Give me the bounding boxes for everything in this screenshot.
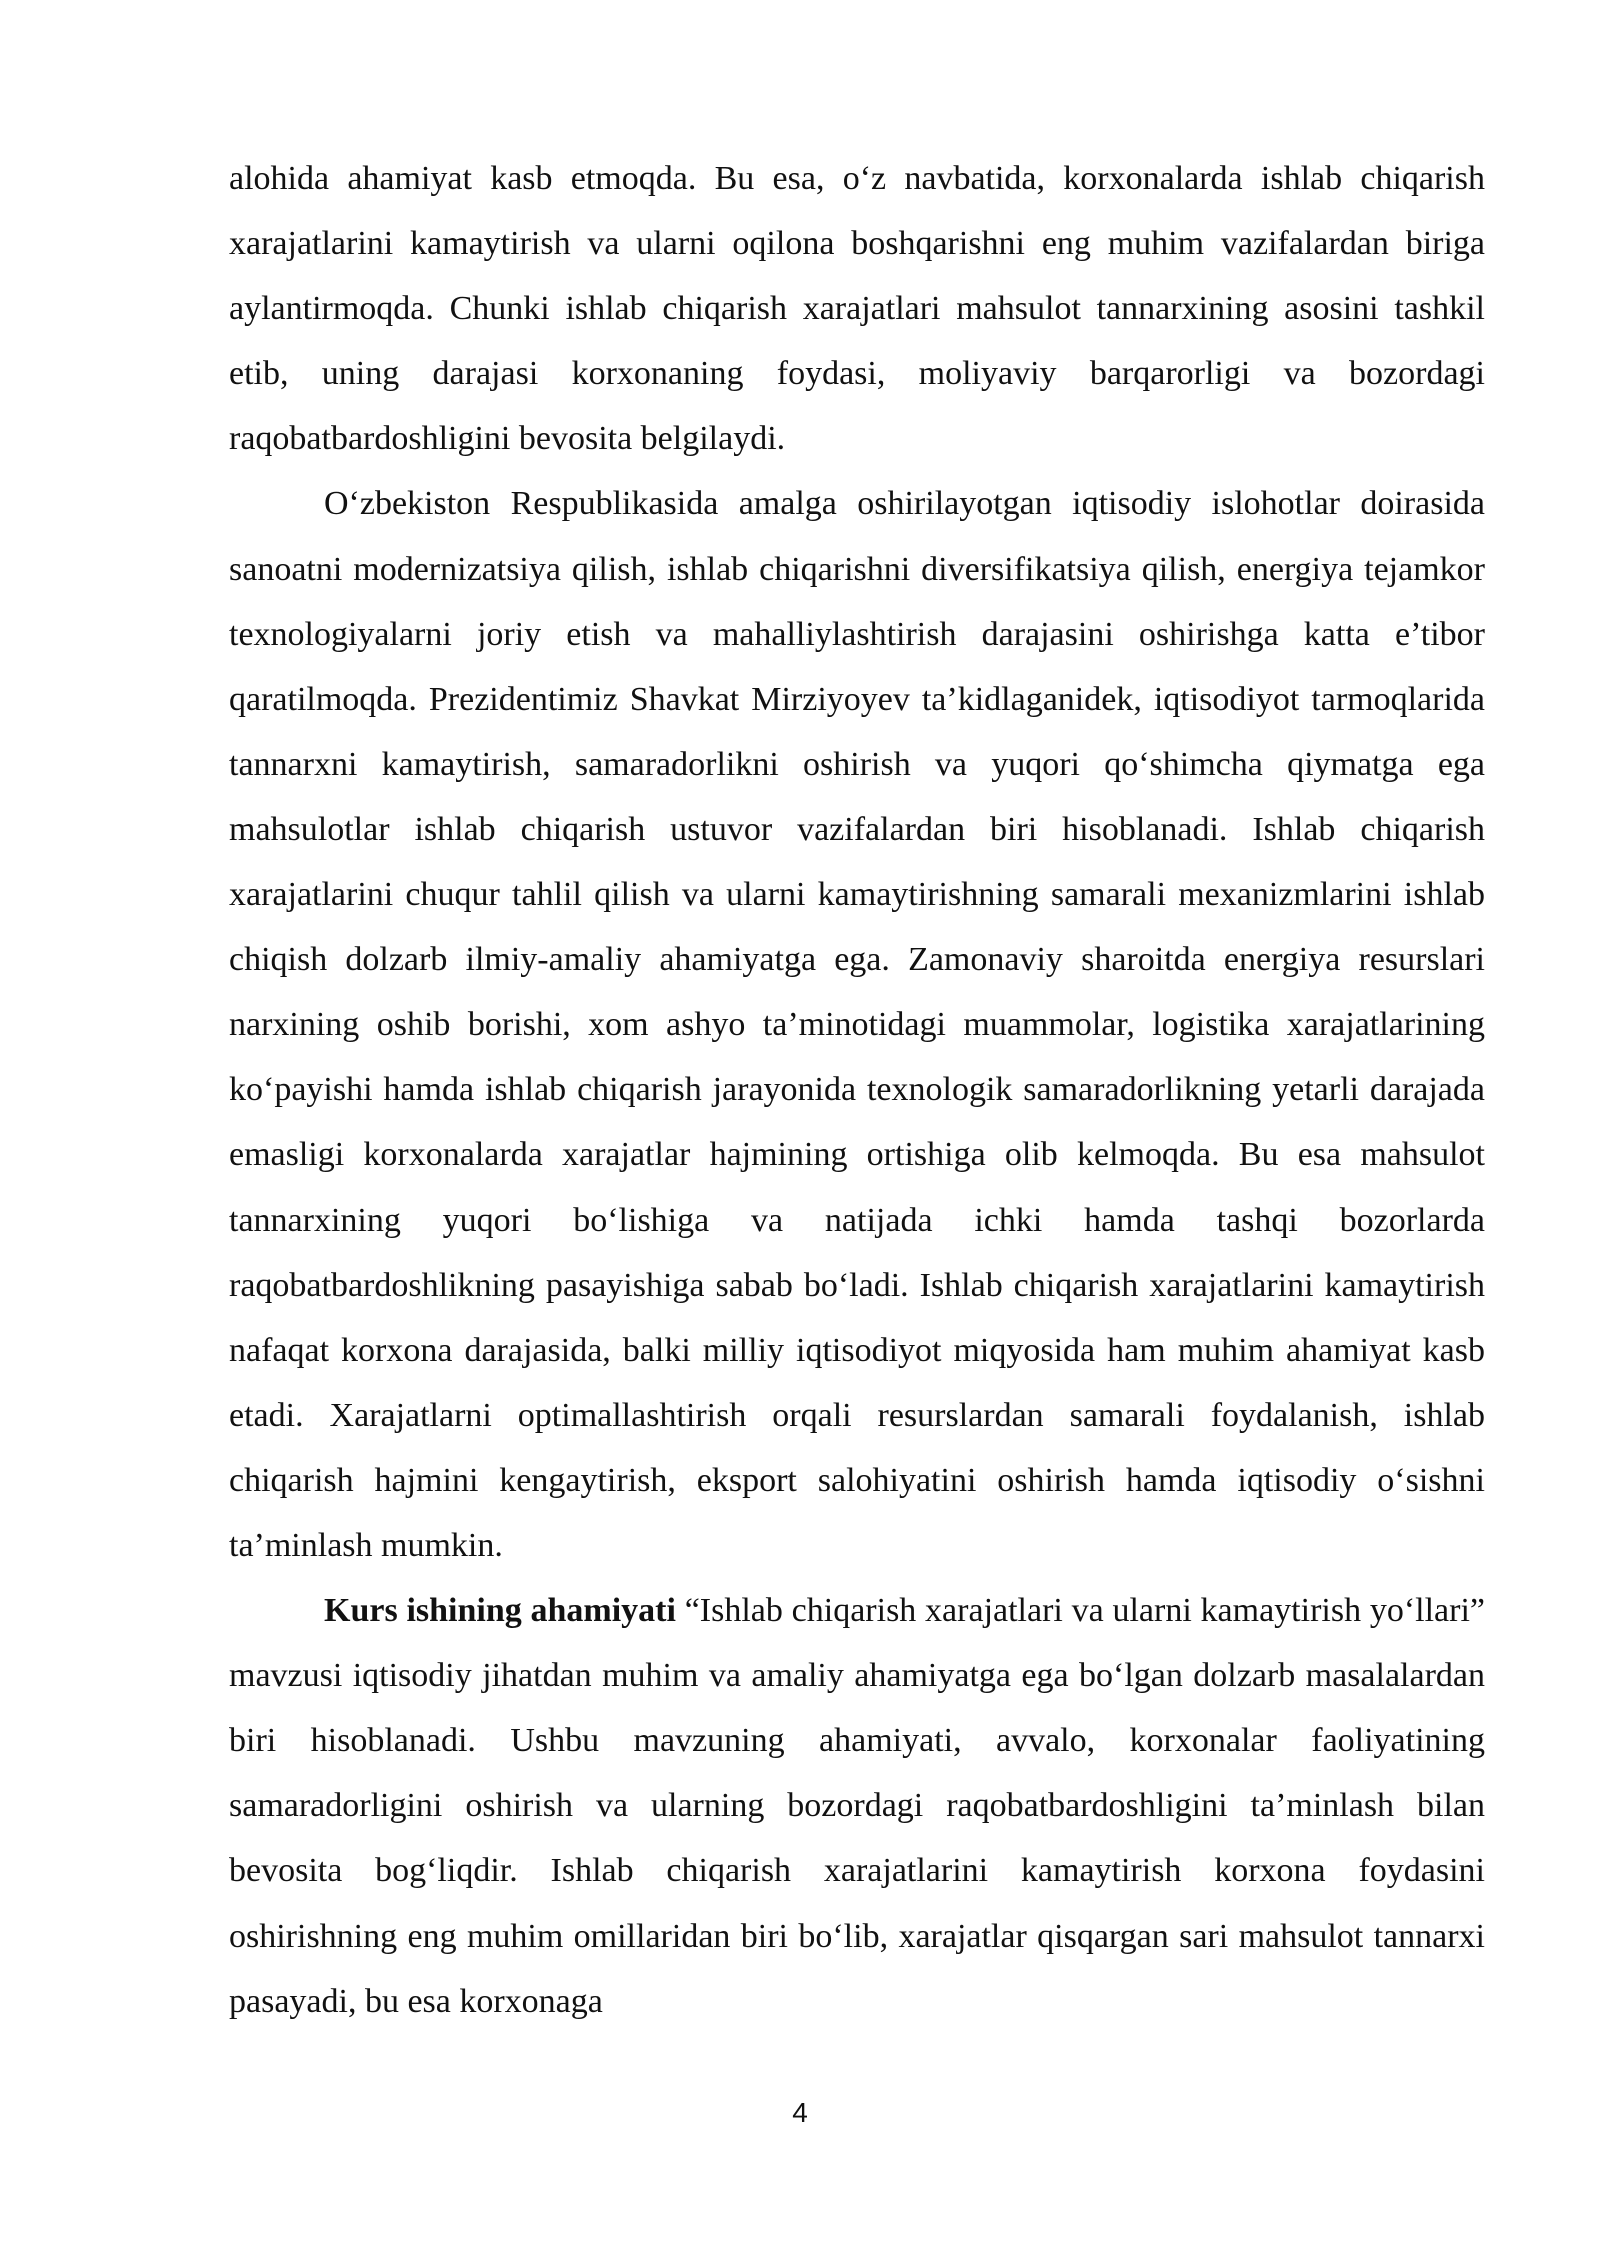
paragraph-significance (229, 1578, 1485, 2034)
paragraph-text: “Ishlab chiqarish xarajatlari va ularni kamaytirish yo‘llari” mavzusi iqtisodiy jihatdan muhim va amaliy ahamiyatga ega bo‘lgan dolzarb masalalardan biri hisoblanadi. Ushbu mavzuning ahamiyati, avvalo, korxonalar faoliyatining samaradorligini oshirish va ularning bozordagi raqobatbardoshligini ta’minlash bilan bevosita bog‘liqdir. Ishlab chiqarish xarajatlarini kamaytirish korxona foydasini oshirishning eng muhim omillaridan biri bo‘lib, xarajatlar qisqargan sari mahsulot tannarxi pasayadi, bu esa korxonaga (229, 1592, 1485, 2020)
page-number: 4 (792, 2097, 808, 2128)
paragraph-reforms (229, 471, 1485, 1578)
paragraph-text: alohida ahamiyat kasb etmoqda. Bu esa, o‘z navbatida, korxonalarda ishlab chiqarish xarajatlarini kamaytirish va ularni oqilona boshqarishni eng muhim vazifalardan biriga aylantirmoqda. Chunki ishlab chiqarish xarajatlari mahsulot tannarxining asosini tashkil etib, uning darajasi korxonaning foydasi, moliyaviy barqarorligi va bozordagi raqobatbardoshligini bevosita belgilaydi. (229, 160, 1485, 458)
paragraph-lead-heading: Kurs ishining ahamiyati (324, 1592, 676, 1630)
paragraph-text: O‘zbekiston Respublikasida amalga oshirilayotgan iqtisodiy islohotlar doirasida sanoatni modernizatsiya qilish, ishlab chiqarishni diversifikatsiya qilish, energiya tejamkor texnologiyalarni joriy etish va mahalliylashtirish darajasini oshirishga katta e’tibor qaratilmoqda. Prezidentimiz Shavkat Mirziyoyev ta’kidlaganidek, iqtisodiyot tarmoqlarida tannarxni kamaytirish, samaradorlikni oshirish va yuqori qo‘shimcha qiymatga ega mahsulotlar ishlab chiqarish ustuvor vazifalardan biri hisoblanadi. Ishlab chiqarish xarajatlarini chuqur tahlil qilish va ularni kamaytirishning samarali mexanizmlarini ishlab chiqish dolzarb ilmiy-amaliy ahamiyatga ega. Zamonaviy sharoitda energiya resurslari narxining oshib borishi, xom ashyo ta’minotidagi muammolar, logistika xarajatlarining ko‘payishi hamda ishlab chiqarish jarayonida texnologik samaradorlikning yetarli darajada emasligi korxonalarda xarajatlar hajmining ortishiga olib kelmoqda. Bu esa mahsulot tannarxining yuqori bo‘lishiga va natijada ichki hamda tashqi bozorlarda raqobatbardoshlikning pasayishiga sabab bo‘ladi. Ishlab chiqarish xarajatlarini kamaytirish nafaqat korxona darajasida, balki milliy iqtisodiyot miqyosida ham muhim ahamiyat kasb etadi. Xarajatlarni optimallashtirish orqali resurslardan samarali foydalanish, ishlab chiqarish hajmini kengaytirish, eksport salohiyatini oshirish hamda iqtisodiy o‘sishni ta’minlash mumkin. (229, 485, 1485, 1564)
paragraph-continuation (229, 146, 1485, 471)
body-text (229, 146, 1485, 2034)
